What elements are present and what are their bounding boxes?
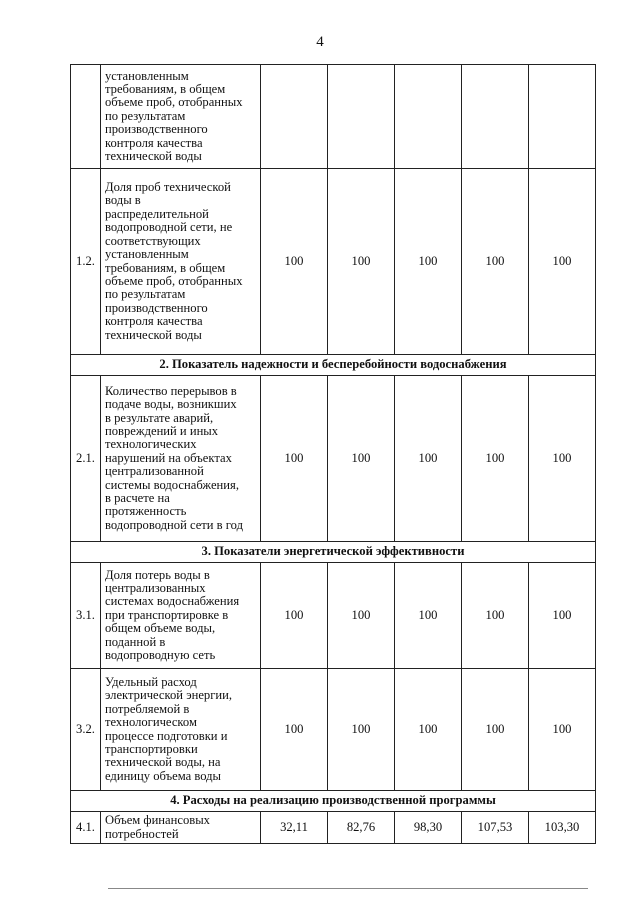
section-title: 4. Расходы на реализацию производственной программы [71, 791, 596, 812]
description-line: поданной в [105, 634, 166, 649]
description-line: централизованной [105, 464, 204, 479]
row-number [71, 65, 101, 169]
description-line: производственного [105, 300, 208, 315]
value-cell-year-1: 32,11 [261, 812, 328, 844]
value-cell-year-4: 100 [462, 376, 529, 542]
description-line: системах водоснабжения [105, 594, 240, 609]
value-cell-year-4 [462, 65, 529, 169]
value-cell-year-4: 107,53 [462, 812, 529, 844]
description-line: транспортировки [105, 741, 198, 756]
description-line: при транспортировке в [105, 607, 229, 622]
value-cell-year-2 [328, 65, 395, 169]
description-line: в результате аварий, [105, 410, 214, 425]
description-line: водопроводную сеть [105, 648, 216, 663]
description-line: по результатам [105, 108, 186, 123]
value-cell-year-5: 100 [529, 669, 596, 791]
value-cell-year-1: 100 [261, 669, 328, 791]
indicator-description [101, 376, 261, 542]
table-row [71, 65, 596, 169]
value-cell-year-4: 100 [462, 563, 529, 669]
description-line: распределительной [105, 206, 209, 221]
value-cell-year-3: 100 [395, 563, 462, 669]
description-line: требованиям, в общем [105, 81, 226, 96]
description-line: технологических [105, 437, 197, 452]
table-row [71, 812, 596, 844]
description-line: протяженность [105, 504, 187, 519]
description-line: установленным [105, 68, 189, 83]
description-line: требованиям, в общем [105, 260, 226, 275]
value-cell-year-5: 100 [529, 563, 596, 669]
description-line: технологическом [105, 715, 197, 730]
indicators-table [70, 64, 596, 844]
value-cell-year-5: 100 [529, 376, 596, 542]
description-line: водопроводной сети, не [105, 220, 233, 235]
description-line: контроля качества [105, 135, 203, 150]
description-line: централизованных [105, 580, 206, 595]
value-cell-year-2: 82,76 [328, 812, 395, 844]
value-cell-year-2: 100 [328, 376, 395, 542]
value-cell-year-5 [529, 65, 596, 169]
description-line: Доля потерь воды в [105, 567, 210, 582]
row-number: 1.2. [71, 169, 101, 355]
description-line: повреждений и иных [105, 423, 219, 438]
section-title: 2. Показатель надежности и бесперебойности водоснабжения [71, 355, 596, 376]
row-number: 3.1. [71, 563, 101, 669]
table-row [71, 376, 596, 542]
table-row [71, 669, 596, 791]
description-line: общем объеме воды, [105, 621, 216, 636]
description-line: водопроводной сети в год [105, 517, 243, 532]
section-header-row [71, 355, 596, 376]
description-line: технической воды [105, 149, 202, 164]
description-line: объеме проб, отобранных [105, 273, 243, 288]
description-line: установленным [105, 247, 189, 262]
section-title: 3. Показатели энергетической эффективности [71, 542, 596, 563]
description-line: потребляемой в [105, 701, 190, 716]
description-line: контроля качества [105, 314, 203, 329]
value-cell-year-2: 100 [328, 169, 395, 355]
value-cell-year-3 [395, 65, 462, 169]
value-cell-year-5: 103,30 [529, 812, 596, 844]
value-cell-year-3: 98,30 [395, 812, 462, 844]
value-cell-year-1 [261, 65, 328, 169]
indicator-description [101, 563, 261, 669]
description-line: воды в [105, 193, 141, 208]
value-cell-year-3: 100 [395, 376, 462, 542]
description-line: соответствующих [105, 233, 201, 248]
description-line: потребностей [105, 826, 179, 841]
indicator-description [101, 669, 261, 791]
value-cell-year-4: 100 [462, 169, 529, 355]
description-line: Доля проб технической [105, 180, 231, 195]
description-line: нарушений на объектах [105, 450, 232, 465]
description-line: технической воды, на [105, 755, 221, 770]
value-cell-year-1: 100 [261, 376, 328, 542]
description-line: объеме проб, отобранных [105, 95, 243, 110]
indicator-description [101, 65, 261, 169]
table-row [71, 169, 596, 355]
indicator-description [101, 812, 261, 844]
value-cell-year-1: 100 [261, 563, 328, 669]
value-cell-year-4: 100 [462, 669, 529, 791]
description-line: единицу объема воды [105, 768, 222, 783]
table-row [71, 563, 596, 669]
page-number: 4 [316, 34, 324, 50]
value-cell-year-1: 100 [261, 169, 328, 355]
description-line: по результатам [105, 287, 186, 302]
description-line: подаче воды, возникших [105, 397, 237, 412]
description-line: производственного [105, 122, 208, 137]
description-line: в расчете на [105, 491, 170, 506]
section-header-row [71, 791, 596, 812]
description-line: системы водоснабжения, [105, 477, 239, 492]
description-line: процессе подготовки и [105, 728, 228, 743]
description-line: Количество перерывов в [105, 383, 237, 398]
value-cell-year-3: 100 [395, 669, 462, 791]
value-cell-year-3: 100 [395, 169, 462, 355]
indicator-description [101, 169, 261, 355]
section-header-row [71, 542, 596, 563]
value-cell-year-2: 100 [328, 563, 395, 669]
description-line: технической воды [105, 327, 202, 342]
page-bottom-rule [108, 888, 588, 889]
row-number: 2.1. [71, 376, 101, 542]
row-number: 4.1. [71, 812, 101, 844]
value-cell-year-2: 100 [328, 669, 395, 791]
row-number: 3.2. [71, 669, 101, 791]
description-line: электрической энергии, [105, 688, 233, 703]
description-line: Удельный расход [105, 674, 197, 689]
description-line: Объем финансовых [105, 813, 210, 828]
value-cell-year-5: 100 [529, 169, 596, 355]
